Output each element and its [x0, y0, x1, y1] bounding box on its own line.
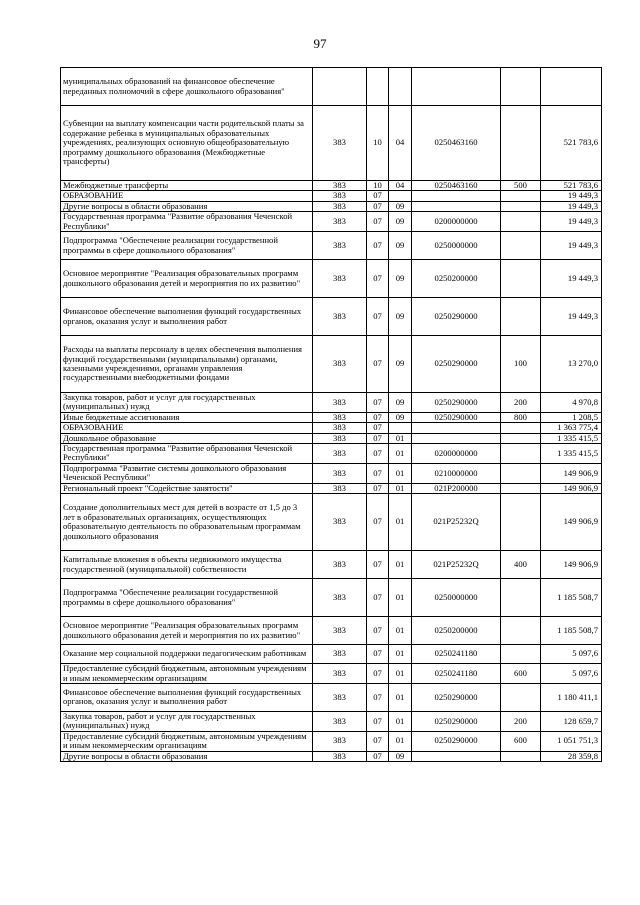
cell-rz: 07 — [367, 444, 389, 464]
cell-csr — [412, 751, 501, 761]
cell-sum: 28 359,8 — [541, 751, 602, 761]
cell-ved: 383 — [313, 336, 367, 393]
cell-sum: 149 906,9 — [541, 463, 602, 483]
cell-vr: 200 — [501, 393, 541, 413]
table-row — [61, 423, 602, 433]
cell-csr: 0250290000 — [412, 412, 501, 422]
cell-pr: 01 — [389, 664, 412, 684]
cell-sum: 149 906,9 — [541, 551, 602, 579]
cell-ved: 383 — [313, 444, 367, 464]
cell-rz: 07 — [367, 494, 389, 551]
cell-vr — [501, 645, 541, 664]
cell-ved: 383 — [313, 232, 367, 260]
cell-vr — [501, 191, 541, 201]
cell-sum: 19 449,3 — [541, 298, 602, 336]
cell-pr: 01 — [389, 444, 412, 464]
cell-name: Иные бюджетные ассигнования — [61, 412, 313, 422]
cell-name: Региональный проект "Содействие занятости" — [61, 483, 313, 493]
table-row — [61, 433, 602, 443]
cell-csr: 021P200000 — [412, 483, 501, 493]
cell-name: Предоставление субсидий бюджетным, автономным учреждениям и иным некоммерческим организациям — [61, 731, 313, 751]
cell-vr — [501, 683, 541, 711]
cell-vr — [501, 201, 541, 211]
cell-ved: 383 — [313, 751, 367, 761]
table-row — [61, 106, 602, 181]
table-row — [61, 68, 602, 106]
cell-ved: 383 — [313, 433, 367, 443]
cell-ved: 383 — [313, 212, 367, 232]
cell-pr: 01 — [389, 483, 412, 493]
table-row — [61, 181, 602, 191]
cell-vr — [501, 212, 541, 232]
cell-rz: 07 — [367, 751, 389, 761]
cell-ved: 383 — [313, 191, 367, 201]
cell-name: ОБРАЗОВАНИЕ — [61, 423, 313, 433]
cell-name: Основное мероприятие "Реализация образовательных программ дошкольного образования детей и мероприятия по их развитию" — [61, 617, 313, 645]
cell-rz: 07 — [367, 617, 389, 645]
cell-rz: 07 — [367, 212, 389, 232]
cell-sum: 521 783,6 — [541, 106, 602, 181]
cell-pr: 01 — [389, 731, 412, 751]
cell-csr: 0250000000 — [412, 232, 501, 260]
cell-sum: 1 335 415,5 — [541, 444, 602, 464]
cell-name: Субвенции на выплату компенсации части родительской платы за содержание ребенка в муниципальных образовательных учреждениях, реализующих основную общеобразовательную программу дошкольного образования (Межбюджетные трансферты) — [61, 106, 313, 181]
cell-ved: 383 — [313, 579, 367, 617]
cell-vr — [501, 106, 541, 181]
cell-vr: 800 — [501, 412, 541, 422]
table-row — [61, 683, 602, 711]
cell-ved: 383 — [313, 181, 367, 191]
cell-name: Финансовое обеспечение выполнения функций государственных органов, оказания услуг и выполнения работ — [61, 683, 313, 711]
cell-sum: 1 208,5 — [541, 412, 602, 422]
table-row — [61, 463, 602, 483]
cell-name: Создание дополнительных мест для детей в возрасте от 1,5 до 3 лет в образовательных организациях, осуществляющих образовательную деятельность по образовательным программам дошкольного образования — [61, 494, 313, 551]
cell-rz: 07 — [367, 433, 389, 443]
cell-csr: 0250241180 — [412, 664, 501, 684]
cell-name: Закупка товаров, работ и услуг для государственных (муниципальных) нужд — [61, 393, 313, 413]
cell-csr: 0250200000 — [412, 617, 501, 645]
cell-ved: 383 — [313, 645, 367, 664]
cell-sum: 521 783,6 — [541, 181, 602, 191]
cell-pr: 04 — [389, 106, 412, 181]
table-row — [61, 232, 602, 260]
cell-pr: 01 — [389, 551, 412, 579]
cell-csr: 0250463160 — [412, 106, 501, 181]
cell-pr: 09 — [389, 232, 412, 260]
cell-rz: 07 — [367, 711, 389, 731]
cell-pr: 01 — [389, 579, 412, 617]
table-row — [61, 551, 602, 579]
cell-rz — [367, 68, 389, 106]
cell-sum — [541, 68, 602, 106]
cell-name: Капитальные вложения в объекты недвижимого имущества государственной (муниципальной) собственности — [61, 551, 313, 579]
cell-name: Другие вопросы в области образования — [61, 751, 313, 761]
cell-ved: 383 — [313, 412, 367, 422]
cell-pr: 09 — [389, 260, 412, 298]
cell-rz: 07 — [367, 298, 389, 336]
cell-sum: 4 970,8 — [541, 393, 602, 413]
cell-vr — [501, 433, 541, 443]
cell-name: Основное мероприятие "Реализация образовательных программ дошкольного образования детей и мероприятия по их развитию" — [61, 260, 313, 298]
cell-pr: 09 — [389, 412, 412, 422]
cell-csr — [412, 191, 501, 201]
cell-ved — [313, 68, 367, 106]
cell-pr: 09 — [389, 336, 412, 393]
table-row — [61, 212, 602, 232]
cell-sum: 1 051 751,3 — [541, 731, 602, 751]
table-row — [61, 191, 602, 201]
table-row — [61, 617, 602, 645]
cell-csr: 021P25232Q — [412, 494, 501, 551]
cell-csr: 0200000000 — [412, 212, 501, 232]
cell-name: Предоставление субсидий бюджетным, автономным учреждениям и иным некоммерческим организациям — [61, 664, 313, 684]
cell-csr — [412, 201, 501, 211]
cell-rz: 07 — [367, 731, 389, 751]
cell-ved: 383 — [313, 664, 367, 684]
table-row — [61, 711, 602, 731]
table-row — [61, 444, 602, 464]
cell-rz: 07 — [367, 483, 389, 493]
cell-csr: 0200000000 — [412, 444, 501, 464]
cell-rz: 07 — [367, 191, 389, 201]
table-row — [61, 751, 602, 761]
cell-pr: 01 — [389, 433, 412, 443]
cell-ved: 383 — [313, 617, 367, 645]
cell-pr — [389, 423, 412, 433]
cell-pr — [389, 68, 412, 106]
cell-csr: 0250290000 — [412, 336, 501, 393]
cell-sum: 1 363 775,4 — [541, 423, 602, 433]
cell-vr — [501, 463, 541, 483]
cell-vr — [501, 260, 541, 298]
cell-sum: 149 906,9 — [541, 483, 602, 493]
cell-name: Подпрограмма "Обеспечение реализации государственной программы в сфере дошкольного образования" — [61, 232, 313, 260]
cell-ved: 383 — [313, 711, 367, 731]
cell-csr: 0210000000 — [412, 463, 501, 483]
cell-sum: 1 185 508,7 — [541, 617, 602, 645]
cell-csr: 0250290000 — [412, 711, 501, 731]
cell-name: Финансовое обеспечение выполнения функций государственных органов, оказания услуг и выполнения работ — [61, 298, 313, 336]
cell-csr — [412, 423, 501, 433]
cell-vr — [501, 68, 541, 106]
cell-name: муниципальных образований на финансовое обеспечение переданных полномочий в сфере дошкольного образования" — [61, 68, 313, 106]
cell-pr: 09 — [389, 201, 412, 211]
cell-csr: 0250290000 — [412, 731, 501, 751]
cell-ved: 383 — [313, 106, 367, 181]
cell-ved: 383 — [313, 683, 367, 711]
cell-vr — [501, 423, 541, 433]
cell-sum: 1 335 415,5 — [541, 433, 602, 443]
cell-ved: 383 — [313, 483, 367, 493]
cell-pr: 09 — [389, 298, 412, 336]
table-row — [61, 336, 602, 393]
cell-name: Государственная программа "Развитие образования Чеченской Республики" — [61, 212, 313, 232]
cell-vr: 500 — [501, 181, 541, 191]
cell-csr: 0250290000 — [412, 393, 501, 413]
cell-rz: 07 — [367, 412, 389, 422]
page-number: 97 — [313, 36, 327, 51]
cell-vr: 600 — [501, 731, 541, 751]
table-row — [61, 260, 602, 298]
cell-rz: 07 — [367, 423, 389, 433]
table-row — [61, 483, 602, 493]
cell-csr: 021P25232Q — [412, 551, 501, 579]
cell-sum: 19 449,3 — [541, 201, 602, 211]
cell-vr — [501, 483, 541, 493]
cell-name: Подпрограмма "Развитие системы дошкольного образования Чеченской Республики" — [61, 463, 313, 483]
cell-sum: 19 449,3 — [541, 232, 602, 260]
table-row — [61, 201, 602, 211]
cell-vr: 600 — [501, 664, 541, 684]
budget-table — [60, 67, 602, 762]
cell-csr — [412, 433, 501, 443]
cell-vr — [501, 232, 541, 260]
table-row — [61, 731, 602, 751]
cell-ved: 383 — [313, 201, 367, 211]
cell-rz: 07 — [367, 232, 389, 260]
cell-csr: 0250241180 — [412, 645, 501, 664]
cell-csr: 0250000000 — [412, 579, 501, 617]
cell-pr: 01 — [389, 494, 412, 551]
cell-ved: 383 — [313, 731, 367, 751]
cell-sum: 5 097,6 — [541, 645, 602, 664]
cell-pr — [389, 191, 412, 201]
cell-name: Расходы на выплаты персоналу в целях обеспечения выполнения функций государственными (муниципальными) органами, казенными учреждениями, органами управления государственными внебюджетными фондами — [61, 336, 313, 393]
cell-csr: 0250290000 — [412, 298, 501, 336]
cell-rz: 07 — [367, 336, 389, 393]
cell-pr: 01 — [389, 711, 412, 731]
cell-vr: 100 — [501, 336, 541, 393]
cell-vr — [501, 444, 541, 464]
cell-vr — [501, 298, 541, 336]
cell-name: ОБРАЗОВАНИЕ — [61, 191, 313, 201]
cell-sum: 128 659,7 — [541, 711, 602, 731]
cell-vr — [501, 494, 541, 551]
cell-ved: 383 — [313, 551, 367, 579]
cell-sum: 1 180 411,1 — [541, 683, 602, 711]
cell-pr: 09 — [389, 751, 412, 761]
cell-ved: 383 — [313, 423, 367, 433]
table-row — [61, 393, 602, 413]
cell-name: Дошкольное образование — [61, 433, 313, 443]
cell-sum: 5 097,6 — [541, 664, 602, 684]
table-row — [61, 664, 602, 684]
cell-pr: 04 — [389, 181, 412, 191]
cell-name: Межбюджетные трансферты — [61, 181, 313, 191]
cell-vr — [501, 617, 541, 645]
table-row — [61, 412, 602, 422]
cell-rz: 07 — [367, 645, 389, 664]
cell-csr: 0250200000 — [412, 260, 501, 298]
cell-ved: 383 — [313, 494, 367, 551]
table-row — [61, 645, 602, 664]
cell-name: Подпрограмма "Обеспечение реализации государственной программы в сфере дошкольного образования" — [61, 579, 313, 617]
cell-ved: 383 — [313, 393, 367, 413]
cell-name: Другие вопросы в области образования — [61, 201, 313, 211]
cell-pr: 01 — [389, 645, 412, 664]
cell-csr: 0250290000 — [412, 683, 501, 711]
cell-rz: 07 — [367, 551, 389, 579]
table-row — [61, 298, 602, 336]
cell-rz: 10 — [367, 106, 389, 181]
cell-pr: 09 — [389, 212, 412, 232]
cell-ved: 383 — [313, 298, 367, 336]
cell-rz: 07 — [367, 463, 389, 483]
cell-csr: 0250463160 — [412, 181, 501, 191]
budget-table-body — [61, 68, 602, 762]
cell-ved: 383 — [313, 463, 367, 483]
cell-ved: 383 — [313, 260, 367, 298]
cell-pr: 01 — [389, 683, 412, 711]
cell-sum: 19 449,3 — [541, 260, 602, 298]
cell-pr: 01 — [389, 617, 412, 645]
cell-sum: 19 449,3 — [541, 212, 602, 232]
cell-name: Оказание мер социальной поддержки педагогическим работникам — [61, 645, 313, 664]
cell-pr: 01 — [389, 463, 412, 483]
cell-vr — [501, 579, 541, 617]
cell-vr: 400 — [501, 551, 541, 579]
cell-name: Государственная программа "Развитие образования Чеченской Республики" — [61, 444, 313, 464]
cell-vr: 200 — [501, 711, 541, 731]
cell-rz: 07 — [367, 260, 389, 298]
cell-rz: 07 — [367, 201, 389, 211]
cell-name: Закупка товаров, работ и услуг для государственных (муниципальных) нужд — [61, 711, 313, 731]
table-row — [61, 494, 602, 551]
cell-sum: 19 449,3 — [541, 191, 602, 201]
cell-rz: 07 — [367, 393, 389, 413]
cell-rz: 07 — [367, 664, 389, 684]
cell-pr: 09 — [389, 393, 412, 413]
cell-rz: 10 — [367, 181, 389, 191]
table-row — [61, 579, 602, 617]
cell-csr — [412, 68, 501, 106]
cell-vr — [501, 751, 541, 761]
cell-sum: 13 270,0 — [541, 336, 602, 393]
cell-rz: 07 — [367, 683, 389, 711]
cell-sum: 1 185 508,7 — [541, 579, 602, 617]
cell-sum: 149 906,9 — [541, 494, 602, 551]
cell-rz: 07 — [367, 579, 389, 617]
